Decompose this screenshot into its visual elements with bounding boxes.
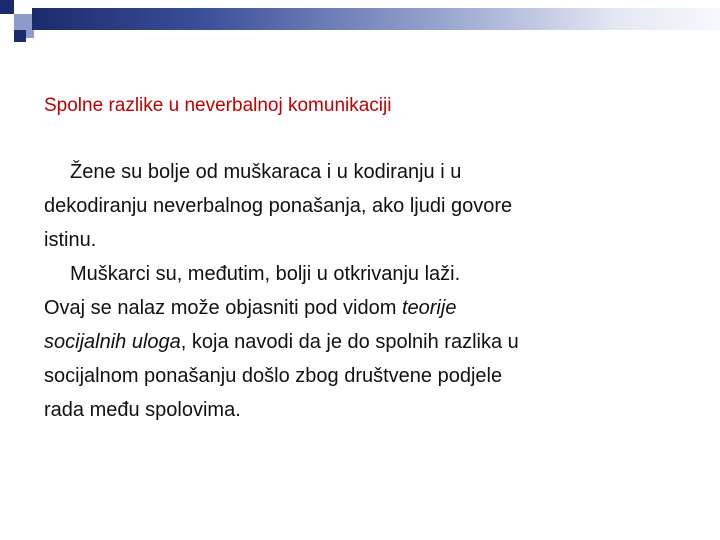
body-line: rada među spolovima. — [44, 399, 241, 421]
body-line — [44, 291, 684, 325]
body-line: socijalnom ponašanju došlo zbog društvene podjele — [44, 365, 503, 387]
italic-term: teorije — [401, 297, 457, 319]
body-line — [44, 325, 684, 359]
slide-title: Spolne razlike u neverbalnoj komunikaciji — [44, 95, 392, 116]
decor-square — [14, 0, 32, 14]
body-text-segment: Ovaj se nalaz može objasniti pod vidom — [44, 297, 402, 319]
decor-square — [0, 0, 14, 14]
decor-square — [0, 14, 14, 30]
decor-square — [26, 30, 34, 38]
decor-square — [14, 30, 26, 42]
body-line: istinu. — [44, 229, 97, 251]
body-line: Muškarci su, međutim, bolji u otkrivanju laži. — [70, 263, 461, 285]
decor-square — [14, 14, 32, 30]
italic-term: socijalnih uloga — [44, 331, 181, 353]
slide-body — [44, 155, 684, 427]
header-band — [32, 8, 720, 30]
body-text-segment: , koja navodi da je do spolnih razlika u — [180, 331, 519, 353]
body-line: dekodiranju neverbalnog ponašanja, ako ljudi govore — [44, 195, 513, 217]
body-line: Žene su bolje od muškaraca i u kodiranju i u — [70, 161, 462, 183]
